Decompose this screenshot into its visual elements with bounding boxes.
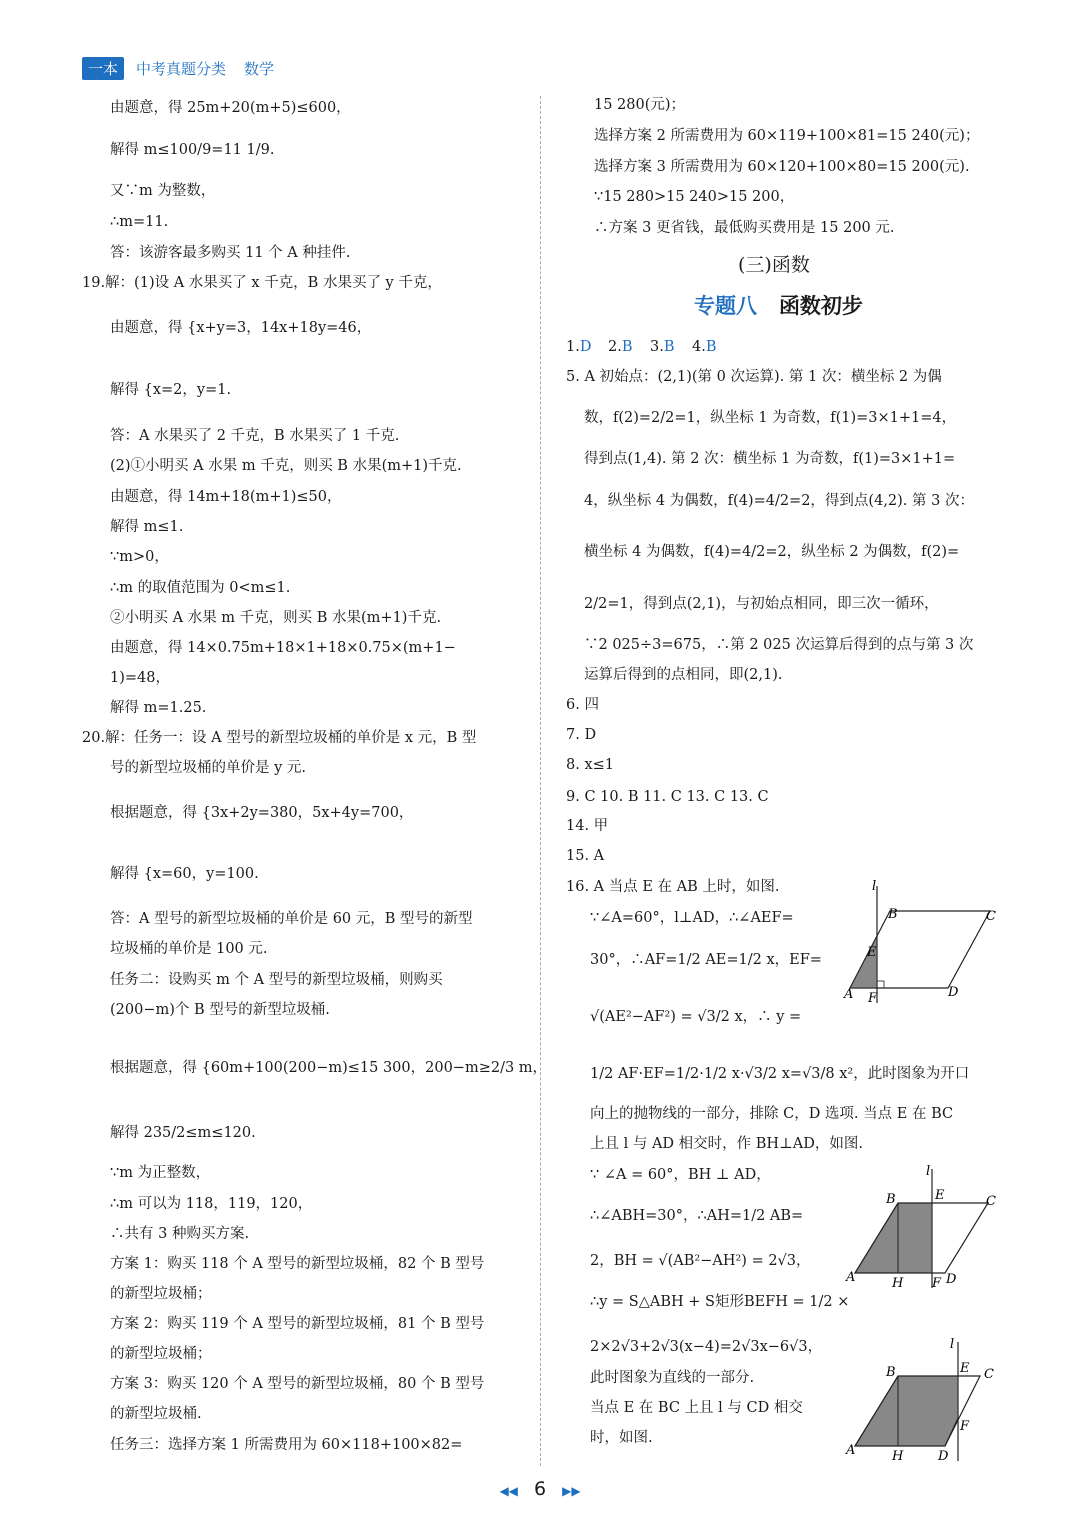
text-line: 8. x≤1 (566, 757, 614, 773)
next-page-icon[interactable]: ▶▶ (562, 1484, 581, 1498)
text-line: 16. A 当点 E 在 AB 上时，如图. (566, 879, 780, 895)
text-line: ∴m 可以为 118，119，120， (110, 1196, 313, 1212)
answer-choice: D (579, 339, 592, 355)
fig2-label-d: D (946, 1272, 957, 1287)
text-line: 1/2 AF·EF=1/2·1/2 x·√3/2 x=√3/8 x²，此时图象为开口 (590, 1066, 970, 1082)
text-line: 的新型垃圾桶. (110, 1406, 202, 1422)
fig1-label-c: C (986, 909, 996, 924)
text-line: ∴∠ABH=30°，∴AH=1/2 AB= (590, 1208, 804, 1224)
fig3-label-l: l (950, 1337, 955, 1352)
prev-page-icon[interactable]: ◀◀ (499, 1484, 518, 1498)
text-line: ∴方案 3 更省钱，最低购买费用是 15 200 元. (594, 220, 895, 236)
text-line: ∵2 025÷3=675，∴第 2 025 次运算后得到的点与第 3 次 (584, 637, 974, 653)
text-line: 解得 235/2≤m≤120. (110, 1125, 256, 1141)
fig3-label-h: H (892, 1449, 904, 1464)
text-line: 解得 m≤1. (110, 519, 184, 535)
text-line: 15 280(元)； (594, 97, 686, 113)
text-line: 解得 {x=60，y=100. (110, 866, 259, 882)
text-line: 解得 m≤100/9=11 1/9. (110, 142, 275, 158)
fig1-label-d: D (948, 985, 959, 1000)
answer-number: 2. (608, 339, 622, 355)
text-line: 解得 {x=2，y=1. (110, 382, 232, 398)
text-line: ∵m 为正整数， (110, 1165, 211, 1181)
answer-number: 3. (650, 339, 664, 355)
text-line: √(AE²−AF²) = √3/2 x，∴ y = (590, 1009, 802, 1025)
text-line: ∴共有 3 种购买方案. (110, 1226, 250, 1242)
fig1-label-l: l (872, 879, 877, 894)
text-line: 向上的抛物线的一部分，排除 C，D 选项. 当点 E 在 BC (590, 1106, 954, 1122)
topic-number: 专题八 (694, 294, 757, 318)
text-line: ∴m=11. (110, 214, 169, 230)
text-line: 14. 甲 (566, 818, 609, 834)
text-line: 由题意，得 25m+20(m+5)≤600， (110, 100, 351, 116)
answer-number: 4. (692, 339, 706, 355)
text-line: 6. 四 (566, 697, 599, 713)
page-number: 6 (533, 1478, 547, 1500)
text-line: ∴y = S△ABH + S矩形BEFH = 1/2 × (590, 1294, 850, 1310)
text-line: 选择方案 3 所需费用为 60×120+100×80=15 200(元). (594, 159, 970, 175)
fig2-label-h: H (892, 1276, 904, 1291)
text-line: ∵15 280>15 240>15 200， (594, 189, 795, 205)
text-line: 由题意，得 14×0.75m+18×1+18×0.75×(m+1− (110, 640, 456, 656)
fig3-label-d: D (938, 1449, 949, 1464)
answer-item (566, 337, 591, 357)
text-line: ∴m 的取值范围为 0<m≤1. (110, 580, 291, 596)
text-line: 又∵m 为整数， (110, 183, 216, 199)
fig2-label-b: B (886, 1192, 896, 1207)
fig3-label-b: B (886, 1365, 896, 1380)
text-line: 时，如图. (590, 1430, 653, 1446)
text-line: 2，BH = √(AB²−AH²) = 2√3， (590, 1253, 811, 1269)
answer-item (608, 337, 633, 357)
text-line: 4，纵坐标 4 为偶数，f(4)=4/2=2，得到点(4,2). 第 3 次： (584, 493, 974, 509)
text-line: 当点 E 在 BC 上且 l 与 CD 相交 (590, 1400, 803, 1416)
text-line: 任务二：设购买 m 个 A 型号的新型垃圾桶，则购买 (110, 972, 443, 988)
text-line: 20.解：任务一：设 A 型号的新型垃圾桶的单价是 x 元，B 型 (82, 730, 477, 746)
text-line: 2/2=1，得到点(2,1)，与初始点相同，即三次一循环， (584, 596, 939, 612)
topic-name: 函数初步 (778, 294, 863, 318)
text-line: 的新型垃圾桶； (110, 1286, 212, 1302)
section-heading: (三)函数 (738, 254, 810, 276)
text-line: (2)①小明买 A 水果 m 千克，则买 B 水果(m+1)千克. (110, 458, 462, 474)
text-line: 9. C 10. B 11. C 13. C 13. C (566, 789, 769, 805)
text-line: 1)=48， (110, 670, 170, 686)
figure-1 (840, 878, 1000, 1008)
text-line: 得到点(1,4). 第 2 次：横坐标 1 为奇数，f(1)=3×1+1= (584, 451, 956, 467)
fig2-label-l: l (926, 1164, 931, 1179)
fig3-label-f: F (960, 1419, 970, 1434)
text-line: 答：A 型号的新型垃圾桶的单价是 60 元，B 型号的新型 (110, 911, 473, 927)
text-line: 5. A 初始点：(2,1)(第 0 次运算). 第 1 次：横坐标 2 为偶 (566, 369, 942, 385)
text-line: 7. D (566, 727, 597, 743)
text-line: 上且 l 与 AD 相交时，作 BH⊥AD，如图. (590, 1136, 863, 1152)
text-line: 2×2√3+2√3(x−4)=2√3x−6√3， (590, 1339, 823, 1355)
text-line: ∵∠A=60°，l⊥AD，∴∠AEF= (590, 910, 794, 926)
text-line: 此时图象为直线的一部分. (590, 1370, 755, 1386)
text-line: (200−m)个 B 型号的新型垃圾桶. (110, 1002, 330, 1018)
text-line: 运算后得到的点相同，即(2,1). (584, 667, 783, 683)
answer-choice: B (705, 339, 717, 355)
text-line: 30°，∴AF=1/2 AE=1/2 x，EF= (590, 952, 822, 968)
fig3-label-e: E (960, 1361, 970, 1376)
fig3-label-c: C (984, 1367, 994, 1382)
text-line: 垃圾桶的单价是 100 元. (110, 941, 268, 957)
topic-heading (694, 290, 863, 320)
text-line: 答：A 水果买了 2 千克，B 水果买了 1 千克. (110, 428, 400, 444)
fig1-label-a: A (844, 987, 854, 1002)
text-line: 19.解：(1)设 A 水果买了 x 千克，B 水果买了 y 千克， (82, 275, 442, 291)
text-line: 答：该游客最多购买 11 个 A 种挂件. (110, 245, 351, 261)
fig2-label-f: F (932, 1276, 942, 1291)
fig1-label-b: B (888, 907, 898, 922)
answer-item (692, 337, 717, 357)
text-line: 由题意，得 {x+y=3，14x+18y=46， (110, 320, 372, 336)
text-line: 任务三：选择方案 1 所需费用为 60×118+100×82= (110, 1437, 463, 1453)
answer-choice: B (663, 339, 675, 355)
page-footer (0, 1478, 1080, 1500)
text-line: 根据题意，得 {3x+2y=380，5x+4y=700， (110, 805, 414, 821)
answer-choice: B (621, 339, 633, 355)
text-line: 号的新型垃圾桶的单价是 y 元. (110, 760, 307, 776)
brand-logo: 一本 (82, 57, 124, 80)
column-divider (540, 96, 541, 1466)
answer-number: 1. (566, 339, 580, 355)
text-line: ②小明买 A 水果 m 千克，则买 B 水果(m+1)千克. (110, 610, 442, 626)
subject-label: 数学 (244, 59, 275, 78)
text-line: ∵m>0， (110, 549, 169, 565)
fig1-label-e: E (867, 945, 877, 960)
text-line: 方案 2：购买 119 个 A 型号的新型垃圾桶，81 个 B 型号 (110, 1316, 485, 1332)
figure-3 (840, 1336, 1000, 1466)
text-line: 方案 1：购买 118 个 A 型号的新型垃圾桶，82 个 B 型号 (110, 1256, 485, 1272)
fig2-label-a: A (846, 1270, 856, 1285)
text-line: 方案 3：购买 120 个 A 型号的新型垃圾桶，80 个 B 型号 (110, 1376, 485, 1392)
text-line: 根据题意，得 {60m+100(200−m)≤15 300，200−m≥2/3 m， (110, 1060, 548, 1076)
fig3-label-a: A (846, 1443, 856, 1458)
fig2-label-c: C (986, 1194, 996, 1209)
figure-2 (840, 1163, 1000, 1293)
text-line: 数，f(2)=2/2=1，纵坐标 1 为奇数，f(1)=3×1+1=4， (584, 410, 957, 426)
page-header (82, 56, 274, 80)
text-line: 的新型垃圾桶； (110, 1346, 212, 1362)
fig2-label-e: E (935, 1188, 945, 1203)
answer-item (650, 337, 675, 357)
book-title: 中考真题分类 (136, 59, 227, 78)
text-line: 15. A (566, 848, 605, 864)
text-line: 选择方案 2 所需费用为 60×119+100×81=15 240(元)； (594, 128, 980, 144)
text-line: 解得 m=1.25. (110, 700, 207, 716)
text-line: 横坐标 4 为偶数，f(4)=4/2=2，纵坐标 2 为偶数，f(2)= (584, 544, 960, 560)
fig1-label-f: F (868, 991, 878, 1006)
text-line: 由题意，得 14m+18(m+1)≤50， (110, 489, 342, 505)
text-line: ∵ ∠A = 60°，BH ⊥ AD， (590, 1167, 771, 1183)
